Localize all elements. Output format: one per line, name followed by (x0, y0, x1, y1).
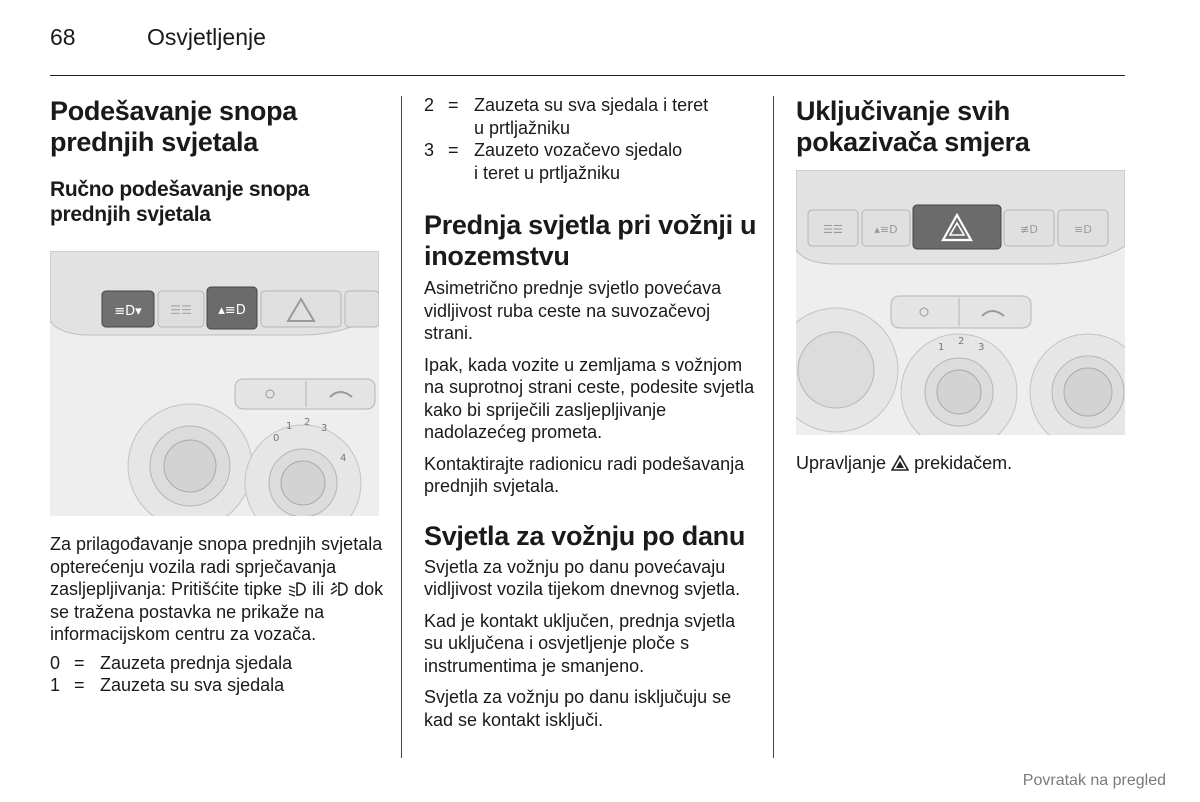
list-item-text (474, 94, 759, 139)
list-item (50, 652, 390, 675)
list-item-sep: = (448, 95, 459, 115)
header-rule (50, 75, 1125, 76)
load-settings-list (50, 652, 390, 697)
headlamp-up-icon (329, 581, 349, 597)
column-3 (796, 96, 1126, 475)
column-divider-2 (773, 96, 774, 758)
list-item-line1: Zauzeta su sva sjedala i teret (474, 95, 709, 115)
drl-ignition-on-text: Kad je kontakt uključen, prednja svjetla su uključena i osvjetljenje ploče s instrumentima je smanjeno. (424, 610, 736, 676)
daytime-running-lights-title: Svjetla za vožnju po danu (424, 520, 746, 551)
svg-text:4: 4 (340, 453, 347, 464)
svg-text:2: 2 (304, 417, 311, 428)
dashboard-switch-illustration (50, 251, 379, 516)
drl-visibility-text: Svjetla za vožnju po danu povećavaju vidljivost vozila tijekom dnevnog svjetla. (424, 556, 741, 599)
asymmetric-headlight-text: Asimetrično prednje svjetlo povećava vidljivost ruba ceste na suvozačevoj strani. (424, 278, 722, 343)
list-item-line2: u prtljažniku (474, 117, 571, 138)
list-item-sep: = (74, 675, 85, 695)
workshop-contact-text: Kontaktirajte radionicu radi podešavanja prednjih svjetala. (424, 453, 745, 496)
hazard-caption-b: prekidačem. (914, 453, 1013, 473)
list-item-text: Zauzeta su sva sjedala (100, 675, 285, 695)
hazard-lights-title: Uključivanje svih pokazivača smjera (796, 96, 1030, 157)
headlamp-down-icon (287, 581, 307, 597)
svg-text:≢D: ≢D (1020, 223, 1038, 236)
svg-text:≡D: ≡D (1074, 223, 1092, 236)
svg-text:1: 1 (938, 342, 945, 353)
list-item-text (474, 139, 759, 184)
list-item (424, 94, 759, 139)
range-instructions-a: Za prilagođavanje snopa prednjih svjetala opterećenju vozila radi sprječavanja zasljepljivanja: Pritišćite tipke (50, 534, 383, 599)
hazard-warning-icon (891, 455, 909, 471)
list-item-sep: = (74, 652, 85, 673)
list-item (50, 674, 390, 697)
svg-text:0: 0 (273, 433, 280, 444)
list-item-key: 1 (50, 675, 61, 695)
page-number: 68 (50, 24, 76, 50)
load-settings-list-continued (424, 94, 759, 184)
list-item-sep: = (448, 140, 459, 160)
list-item-line1: Zauzeto vozačevo sjedalo (474, 140, 683, 160)
svg-text:☰☰: ☰☰ (170, 303, 192, 317)
svg-text:▴≡D: ▴≡D (218, 303, 246, 318)
svg-text:☰☰: ☰☰ (823, 223, 843, 236)
driving-abroad-text: Ipak, kada vozite u zemljama s vožnjom na suprotnoj strani ceste, podesite svjetla kako bi spriječili zasljepljivanje nadolazećeg prometa. (424, 354, 755, 442)
svg-text:▴≡D: ▴≡D (874, 223, 898, 236)
list-item-key: 3 (424, 140, 435, 160)
column-2 (424, 96, 759, 731)
range-instructions (50, 533, 390, 646)
hazard-switch-illustration (796, 170, 1125, 435)
range-instructions-c: dok se tražena postavka ne prikaže na informacijskom centru za vozača. (50, 579, 384, 644)
list-item-line2: i teret u prtljažniku (474, 162, 621, 183)
hazard-caption-a: Upravljanje (796, 453, 887, 473)
drl-ignition-off-text: Svjetla za vožnju po danu isključuju se kad se kontakt isključi. (424, 687, 732, 730)
hazard-switch-figure (796, 170, 1125, 435)
dashboard-switch-figure (50, 251, 379, 516)
svg-text:1: 1 (286, 421, 293, 432)
back-to-overview-link[interactable]: Povratak na pregled (1022, 772, 1166, 789)
list-item-text: Zauzeta prednja sjedala (100, 652, 293, 673)
manual-range-subtitle: Ručno podešavanje snopa prednjih svjetala (50, 178, 310, 226)
headlights-abroad-title: Prednja svjetla pri vožnji u inozemstvu (424, 210, 757, 271)
svg-text:3: 3 (978, 342, 985, 353)
svg-text:3: 3 (321, 423, 328, 434)
column-divider-1 (401, 96, 402, 758)
hazard-switch-caption (796, 452, 1126, 475)
svg-text:≡D▾: ≡D▾ (114, 304, 142, 319)
svg-text:2: 2 (958, 336, 965, 347)
list-item-key: 2 (424, 95, 435, 115)
list-item (424, 139, 759, 184)
column-1 (50, 96, 390, 697)
list-item-key: 0 (50, 652, 61, 673)
section-title: Osvjetljenje (147, 24, 266, 50)
headlight-range-title: Podešavanje snopa prednjih svjetala (50, 96, 297, 157)
range-instructions-b: ili (312, 579, 325, 599)
